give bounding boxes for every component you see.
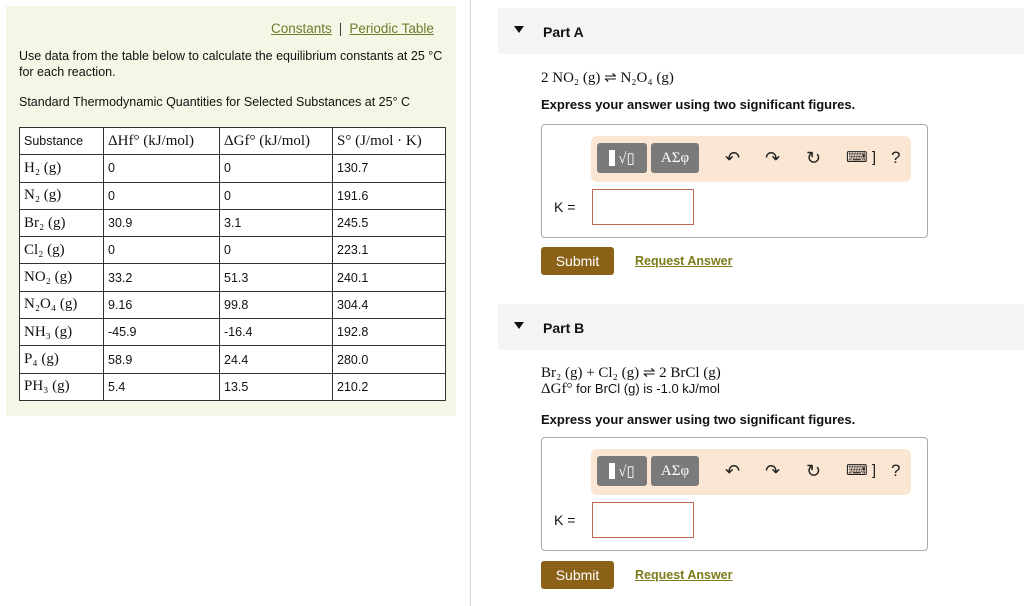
help-icon[interactable]: ?	[891, 148, 901, 167]
help-icon[interactable]: ?	[891, 461, 901, 480]
gibbs-cell: 51.3	[220, 264, 333, 291]
gibbs-cell: 24.4	[220, 346, 333, 373]
math-toolbar	[591, 136, 911, 182]
table-row	[20, 209, 446, 236]
reset-icon[interactable]: ↻	[806, 148, 822, 168]
entropy-cell: 192.8	[333, 319, 446, 346]
panel-divider	[470, 0, 471, 606]
periodic-table-link[interactable]: Periodic Table	[349, 21, 434, 36]
entropy-cell: 210.2	[333, 373, 446, 400]
gibbs-cell: 0	[220, 237, 333, 264]
substance-cell: N₂ (g)	[20, 182, 104, 209]
reset-icon[interactable]: ↻	[806, 461, 822, 481]
part-b-request-answer-link[interactable]: Request Answer	[635, 568, 733, 582]
part-b-title: Part B	[543, 320, 585, 336]
part-b-gibbs-note	[541, 381, 720, 398]
part-a-title: Part A	[543, 24, 584, 40]
gibbs-cell: -16.4	[220, 319, 333, 346]
part-b-answer-box	[541, 437, 928, 551]
entropy-cell: 130.7	[333, 155, 446, 182]
greek-letters-icon[interactable]: ΑΣφ	[651, 143, 699, 173]
header-entropy: S° (J/mol · K)	[333, 128, 446, 155]
substance-cell: NH₃ (g)	[20, 319, 104, 346]
table-row	[20, 319, 446, 346]
table-row	[20, 237, 446, 264]
part-b-submit-button[interactable]: Submit	[541, 561, 614, 589]
table-row	[20, 346, 446, 373]
gibbs-cell: 13.5	[220, 373, 333, 400]
redo-icon[interactable]: ↷	[765, 461, 781, 481]
undo-icon[interactable]: ↶	[725, 148, 741, 168]
part-b-instruction: Express your answer using two significant figures.	[541, 412, 856, 427]
undo-icon[interactable]: ↶	[725, 461, 741, 481]
header-substance: Substance	[20, 128, 104, 155]
data-panel	[6, 6, 456, 416]
constants-link[interactable]: Constants	[271, 21, 332, 36]
enthalpy-cell: 0	[104, 237, 220, 264]
keyboard-icon[interactable]: ⌨ ]	[846, 462, 876, 479]
reference-links	[271, 21, 434, 36]
enthalpy-cell: 9.16	[104, 291, 220, 318]
table-row	[20, 291, 446, 318]
intro-text: Use data from the table below to calculate the equilibrium constants at 25 °C for each reaction.	[19, 49, 443, 79]
table-header-row	[20, 128, 446, 155]
entropy-cell: 191.6	[333, 182, 446, 209]
substance-cell: PH₃ (g)	[20, 373, 104, 400]
enthalpy-cell: 5.4	[104, 373, 220, 400]
enthalpy-cell: 58.9	[104, 346, 220, 373]
gibbs-note-text: for BrCl (g) is -1.0 kJ/mol	[576, 381, 720, 396]
gibbs-cell: 0	[220, 182, 333, 209]
k-label: K =	[554, 199, 576, 215]
entropy-cell: 280.0	[333, 346, 446, 373]
k-answer-input[interactable]	[592, 502, 694, 538]
entropy-cell: 240.1	[333, 264, 446, 291]
substance-cell: P₄ (g)	[20, 346, 104, 373]
table-row	[20, 182, 446, 209]
header-enthalpy: ΔHf° (kJ/mol)	[104, 128, 220, 155]
part-b-reaction: Br₂ (g) + Cl₂ (g) ⇌ 2 BrCl (g)	[541, 365, 721, 381]
substance-cell: H₂ (g)	[20, 155, 104, 182]
keyboard-icon[interactable]: ⌨ ]	[846, 149, 876, 166]
part-a-reaction: 2 NO₂ (g) ⇌ N₂O₄ (g)	[541, 70, 674, 86]
thermo-table	[19, 127, 446, 401]
enthalpy-cell: -45.9	[104, 319, 220, 346]
greek-letters-icon[interactable]: ΑΣφ	[651, 456, 699, 486]
part-a-instruction: Express your answer using two significant figures.	[541, 97, 856, 112]
entropy-cell: 223.1	[333, 237, 446, 264]
redo-icon[interactable]: ↷	[765, 148, 781, 168]
table-row	[20, 373, 446, 400]
entropy-cell: 245.5	[333, 209, 446, 236]
table-caption: Standard Thermodynamic Quantities for Selected Substances at 25° C	[19, 95, 411, 109]
part-a-submit-button[interactable]: Submit	[541, 247, 614, 275]
k-answer-input[interactable]	[592, 189, 694, 225]
table-row	[20, 155, 446, 182]
enthalpy-cell: 0	[104, 155, 220, 182]
link-separator: |	[338, 21, 343, 36]
substance-cell: N₂O₄ (g)	[20, 291, 104, 318]
enthalpy-cell: 33.2	[104, 264, 220, 291]
template-icon[interactable]: √▯	[597, 456, 647, 486]
template-icon[interactable]: √▯	[597, 143, 647, 173]
part-a-answer-box	[541, 124, 928, 238]
collapse-caret-icon[interactable]	[514, 322, 524, 329]
collapse-caret-icon[interactable]	[514, 26, 524, 33]
part-a-request-answer-link[interactable]: Request Answer	[635, 254, 733, 268]
substance-cell: Cl₂ (g)	[20, 237, 104, 264]
gibbs-cell: 3.1	[220, 209, 333, 236]
entropy-cell: 304.4	[333, 291, 446, 318]
header-gibbs: ΔGf° (kJ/mol)	[220, 128, 333, 155]
table-row	[20, 264, 446, 291]
part-a-header[interactable]	[498, 8, 1024, 54]
math-toolbar	[591, 449, 911, 495]
enthalpy-cell: 0	[104, 182, 220, 209]
k-label: K =	[554, 512, 576, 528]
gibbs-cell: 99.8	[220, 291, 333, 318]
part-b-header[interactable]	[498, 304, 1024, 350]
substance-cell: Br₂ (g)	[20, 209, 104, 236]
substance-cell: NO₂ (g)	[20, 264, 104, 291]
gibbs-symbol: ΔGf°	[541, 381, 573, 397]
gibbs-cell: 0	[220, 155, 333, 182]
enthalpy-cell: 30.9	[104, 209, 220, 236]
